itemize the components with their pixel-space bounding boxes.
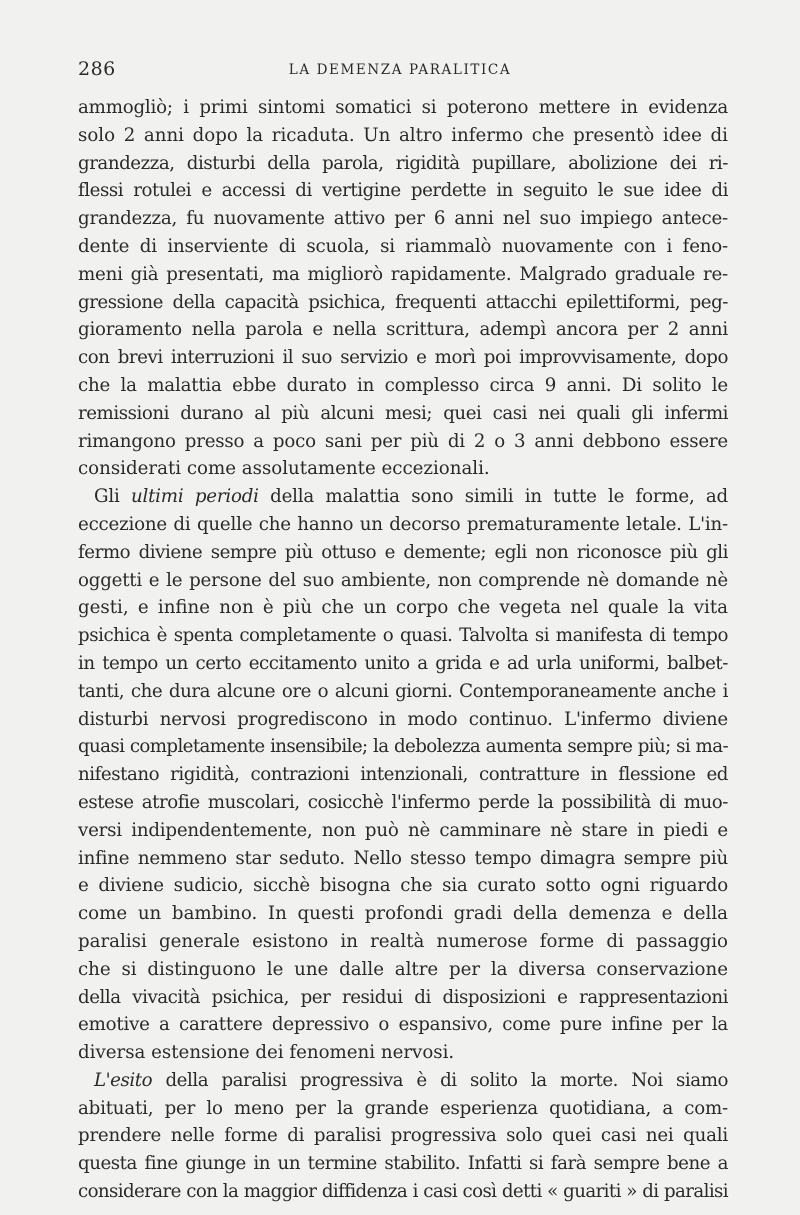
text-line: come un bambino. In questi profondi gradi della demenza e della: [78, 903, 728, 925]
text-line: grandezza, fu nuovamente attivo per 6 anni nel suo impiego antece-: [78, 208, 728, 230]
text-line: in tempo un certo eccitamento unito a grida e ad urla uniformi, balbet-: [78, 652, 728, 674]
text-line: meni già presentati, ma migliorò rapidamente. Malgrado graduale re-: [78, 263, 728, 285]
text-line: fermo diviene sempre più ottuso e demente; egli non riconosce più gli: [78, 541, 728, 563]
text-line: disturbi nervosi progrediscono in modo continuo. L'infermo diviene: [78, 708, 728, 730]
text-line: emotive a carattere depressivo o espansivo, come pure infine per la: [78, 1014, 728, 1036]
text-line: ammogliò; i primi sintomi somatici si poterono mettere in evidenza: [78, 97, 728, 118]
text-line: infine nemmeno star seduto. Nello stesso tempo dimagra sempre più: [78, 847, 728, 869]
italic-term: ultimi periodi: [130, 486, 259, 508]
text-line: gressione della capacità psichica, frequenti attacchi epilettiformi, peg-: [78, 291, 728, 313]
text-line: abituati, per lo meno per la grande esperienza quotidiana, a com-: [78, 1097, 728, 1119]
text-line: gioramento nella parola e nella scrittura, adempì ancora per 2 anni: [78, 319, 728, 341]
text-line: della vivacità psichica, per residui di disposizioni e rappresentazioni: [78, 986, 728, 1008]
text-line: solo 2 anni dopo la ricaduta. Un altro infermo che presentò idee di: [78, 124, 728, 146]
text-line: quasi completamente insensibile; la debolezza aumenta sempre più; si ma-: [78, 736, 728, 758]
text-line: rimangono presso a poco sani per più di 2 o 3 anni debbono essere: [78, 430, 728, 452]
text-line: tanti, che dura alcune ore o alcuni giorni. Contemporaneamente anche i: [78, 680, 728, 702]
text-line: nifestano rigidità, contrazioni intenzionali, contratture in flessione ed: [78, 764, 728, 786]
text-line: diversa estensione dei fenomeni nervosi.: [78, 1042, 455, 1064]
text-line: estese atrofie muscolari, cosicchè l'infermo perde la possibilità di muo-: [78, 791, 728, 813]
text-line: eccezione di quelle che hanno un decorso prematuramente letale. L'in-: [78, 513, 728, 535]
paragraph-start: L'esito della paralisi progressiva è di solito la morte. Noi siamo: [94, 1069, 728, 1091]
text-line: psichica è spenta completamente o quasi. Talvolta si manifesta di tempo: [78, 625, 728, 647]
text-line: e diviene sudicio, sicchè bisogna che sia curato sotto ogni riguardo: [78, 875, 728, 897]
text-line: con brevi interruzioni il suo servizio e morì poi improvvisamente, dopo: [78, 347, 728, 369]
text-line: remissioni durano al più alcuni mesi; quei casi nei quali gli infermi: [78, 402, 728, 424]
text-line: considerare con la maggior diffidenza i casi così detti « guariti » di paralisi: [78, 1181, 728, 1203]
paragraph-start: Gli ultimi periodi della malattia sono simili in tutte le forme, ad: [94, 486, 728, 508]
text-line: gesti, e infine non è più che un corpo che vegeta nel quale la vita: [78, 597, 728, 619]
text-line: paralisi generale esistono in realtà numerose forme di passaggio: [78, 930, 728, 952]
text-line: grandezza, disturbi della parola, rigidità pupillare, abolizione dei ri-: [78, 152, 728, 174]
text-line: dente di inserviente di scuola, si riammalò nuovamente con i feno-: [78, 235, 728, 257]
text-line: che si distinguono le une dalle altre per la diversa conservazione: [78, 958, 728, 980]
running-title: LA DEMENZA PARALITICA: [288, 62, 512, 78]
italic-term: L'esito: [94, 1069, 153, 1091]
text-line: versi indipendentemente, non può nè camminare nè stare in piedi e: [78, 819, 728, 841]
text-line: flessi rotulei e accessi di vertigine perdette in seguito le sue idee di: [78, 180, 728, 202]
text-line: prendere nelle forme di paralisi progressiva solo quei casi nei quali: [78, 1125, 728, 1147]
text-line: questa fine giunge in un termine stabilito. Infatti si farà sempre bene a: [78, 1153, 728, 1175]
text-line: considerati come assolutamente eccezionali.: [78, 458, 490, 480]
body-text: [78, 94, 728, 1206]
text-line: che la malattia ebbe durato in complesso circa 9 anni. Di solito le: [78, 374, 728, 396]
text-line: oggetti e le persone del suo ambiente, non comprende nè domande nè: [78, 569, 728, 591]
page-number: 286: [78, 58, 116, 80]
